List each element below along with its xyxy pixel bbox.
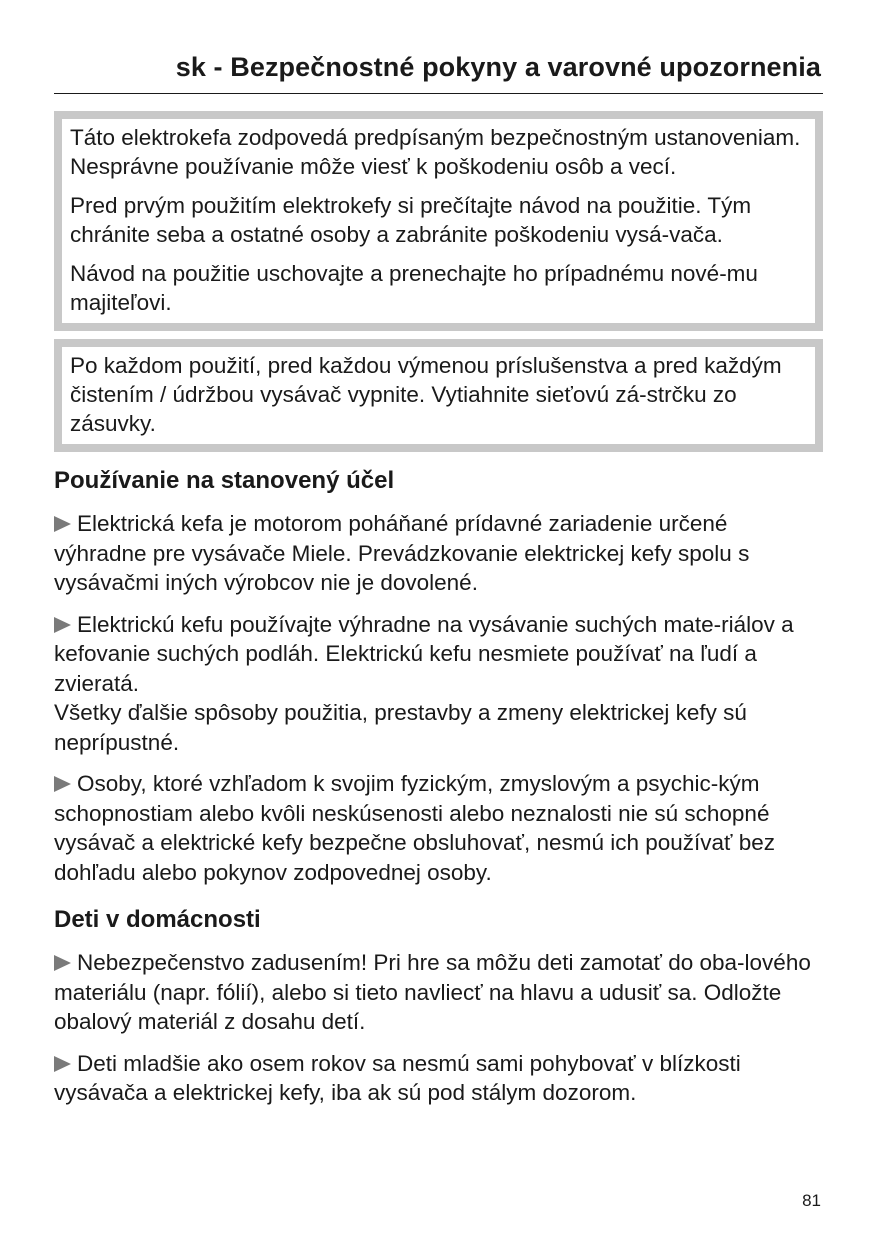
title-divider — [54, 93, 823, 94]
list-item-text: Elektrická kefa je motorom poháňané prídavné zariadenie určené výhradne pre vysávače Miele. Prevádzkovanie elektrickej kefy spolu s vysávačmi iných výrobcov nie je dovolené. — [54, 511, 750, 595]
warning-paragraph: Návod na použitie uschovajte a prenechajte ho prípadnému nové-mu majiteľovi. — [70, 261, 758, 315]
page-number: 81 — [802, 1191, 821, 1210]
section-heading-intended-use: Používanie na stanovený účel — [54, 467, 395, 494]
list-item-text: Deti mladšie ako osem rokov sa nesmú sami pohybovať v blízkosti vysávača a elektrickej kefy, iba ak sú pod stálym dozorom. — [54, 1050, 741, 1105]
warning-paragraph: Pred prvým použitím elektrokefy si prečítajte návod na použitie. Tým chránite seba a ostatné osoby a zabránite poškodeniu vysá-vača. — [70, 193, 752, 247]
list-item — [54, 948, 823, 1037]
warning-paragraph: Táto elektrokefa zodpovedá predpísaným bezpečnostným ustanoveniam. Nesprávne používanie môže viesť k poškodeniu osôb a vecí. — [70, 125, 801, 179]
triangle-right-icon — [54, 516, 71, 532]
warning-paragraph: Po každom použití, pred každou výmenou príslušenstva a pred každým čistením / údržbou vysávač vypnite. Vytiahnite sieťovú zá-strčku zo zásuvky. — [70, 353, 782, 436]
list-item — [54, 1049, 823, 1108]
list-item — [54, 610, 823, 699]
list-item — [54, 509, 823, 598]
list-item — [54, 769, 823, 887]
triangle-right-icon — [54, 776, 71, 792]
page-title: sk - Bezpečnostné pokyny a varovné upozornenia — [175, 52, 821, 82]
page-content — [54, 111, 823, 1108]
triangle-right-icon — [54, 955, 71, 971]
section-heading-children: Deti v domácnosti — [54, 906, 261, 933]
list-item-text: Nebezpečenstvo zadusením! Pri hre sa môžu deti zamotať do oba-lového materiálu (napr. fólií), alebo si tieto navliecť na hlavu a udusiť sa. Odložte obalový materiál z dosahu detí. — [54, 950, 811, 1034]
list-item-text: Elektrickú kefu používajte výhradne na vysávanie suchých mate-riálov a kefovanie suchých podláh. Elektrickú kefu nesmiete používať na ľudí a zvieratá. — [54, 611, 794, 696]
unplug-warning-box — [54, 339, 823, 452]
list-item-text: Osoby, ktoré vzhľadom k svojim fyzickým, zmyslovým a psychic-kým schopnostiam alebo kvôli neskúsenosti alebo neznalosti nie sú schopné vysávač a elektrické kefy bezpečne obsluhovať, nesmú ich používať bez dohľadu alebo pokynov zodpovednej osoby. — [54, 771, 776, 885]
triangle-right-icon — [54, 617, 71, 633]
list-item-continuation: Všetky ďalšie spôsoby použitia, prestavby a zmeny elektrickej kefy sú neprípustné. — [54, 700, 747, 755]
safety-warning-box — [54, 111, 823, 331]
triangle-right-icon — [54, 1056, 71, 1072]
